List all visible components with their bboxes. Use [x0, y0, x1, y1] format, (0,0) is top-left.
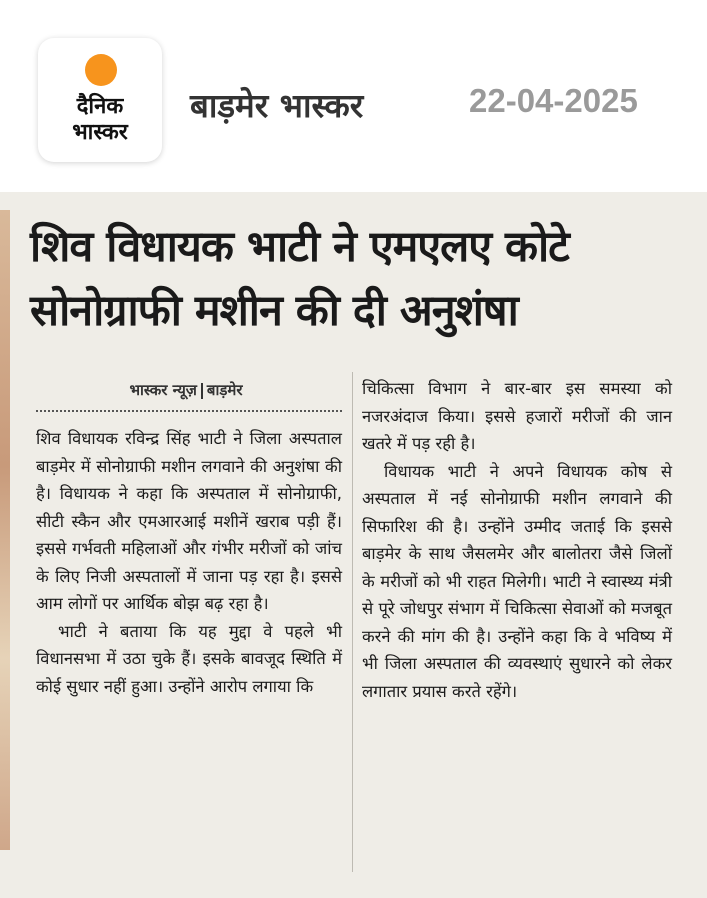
paragraph: चिकित्सा विभाग ने बार-बार इस समस्या को नजरअंदाज किया। इससे हजारों मरीजों की जान खतरे में पड़ रही है।: [362, 379, 672, 453]
paragraph: विधायक भाटी ने अपने विधायक कोष से अस्पताल में नई सोनोग्राफी मशीन लगवाने की सिफारिश की है। उन्होंने उम्मीद जताई कि इससे बाड़मेर के साथ जैसलमेर और बालोतरा जैसे जिलों के मरीजों को भी राहत मिलेगी। भाटी ने स्वास्थ्य मंत्री से पूरे जोधपुर संभाग में चिकित्सा सेवाओं को मजबूत करने की मांग की है। उन्होंने कहा कि वे भविष्य में भी जिला अस्पताल की व्यवस्थाएं सुधारने को लेकर लगातार प्रयास करते रहेंगे।: [362, 461, 672, 701]
byline-rule: [36, 410, 342, 412]
adjacent-clipping-strip: [0, 210, 10, 850]
headline-line-1: शिव विधायक भाटी ने एमएलए कोटे: [30, 222, 569, 272]
byline-place: बाड़मेर: [206, 381, 243, 399]
headline-line-2: सोनोग्राफी मशीन की दी अनुशंषा: [30, 286, 518, 336]
byline-separator: [201, 383, 203, 399]
dainik-bhaskar-logo: [38, 38, 162, 162]
edition-name: बाड़मेर भास्कर: [190, 86, 364, 125]
article-column-left: [36, 425, 342, 700]
article-byline: [36, 380, 336, 400]
article-column-right: [362, 375, 672, 705]
app-header: [0, 0, 707, 190]
byline-source: भास्कर न्यूज़: [129, 381, 197, 399]
sun-icon: [85, 54, 117, 86]
logo-text-line1: दैनिक: [76, 94, 124, 119]
paragraph: शिव विधायक रविन्द्र सिंह भाटी ने जिला अस्पताल बाड़मेर में सोनोग्राफी मशीन लगवाने की अनुशंषा की है। विधायक ने कहा कि अस्पताल में सोनोग्राफी, सीटी स्कैन और एमआरआई मशीनें खराब पड़ी हैं। इससे गर्भवती महिलाओं और गंभीर मरीजों को जांच के लिए निजी अस्पतालों में जाना पड़ रहा है। इससे आम लोगों पर आर्थिक बोझ बढ़ रहा है।: [36, 429, 342, 613]
article-headline: [30, 215, 680, 343]
paragraph: भाटी ने बताया कि यह मुद्दा वे पहले भी विधानसभा में उठा चुके हैं। इसके बावजूद स्थिति में कोई सुधार नहीं हुआ। उन्होंने आरोप लगाया कि: [36, 621, 342, 696]
column-divider: [352, 372, 353, 872]
logo-text-line2: भास्कर: [72, 120, 128, 145]
edition-date: 22-04-2025: [469, 82, 638, 119]
